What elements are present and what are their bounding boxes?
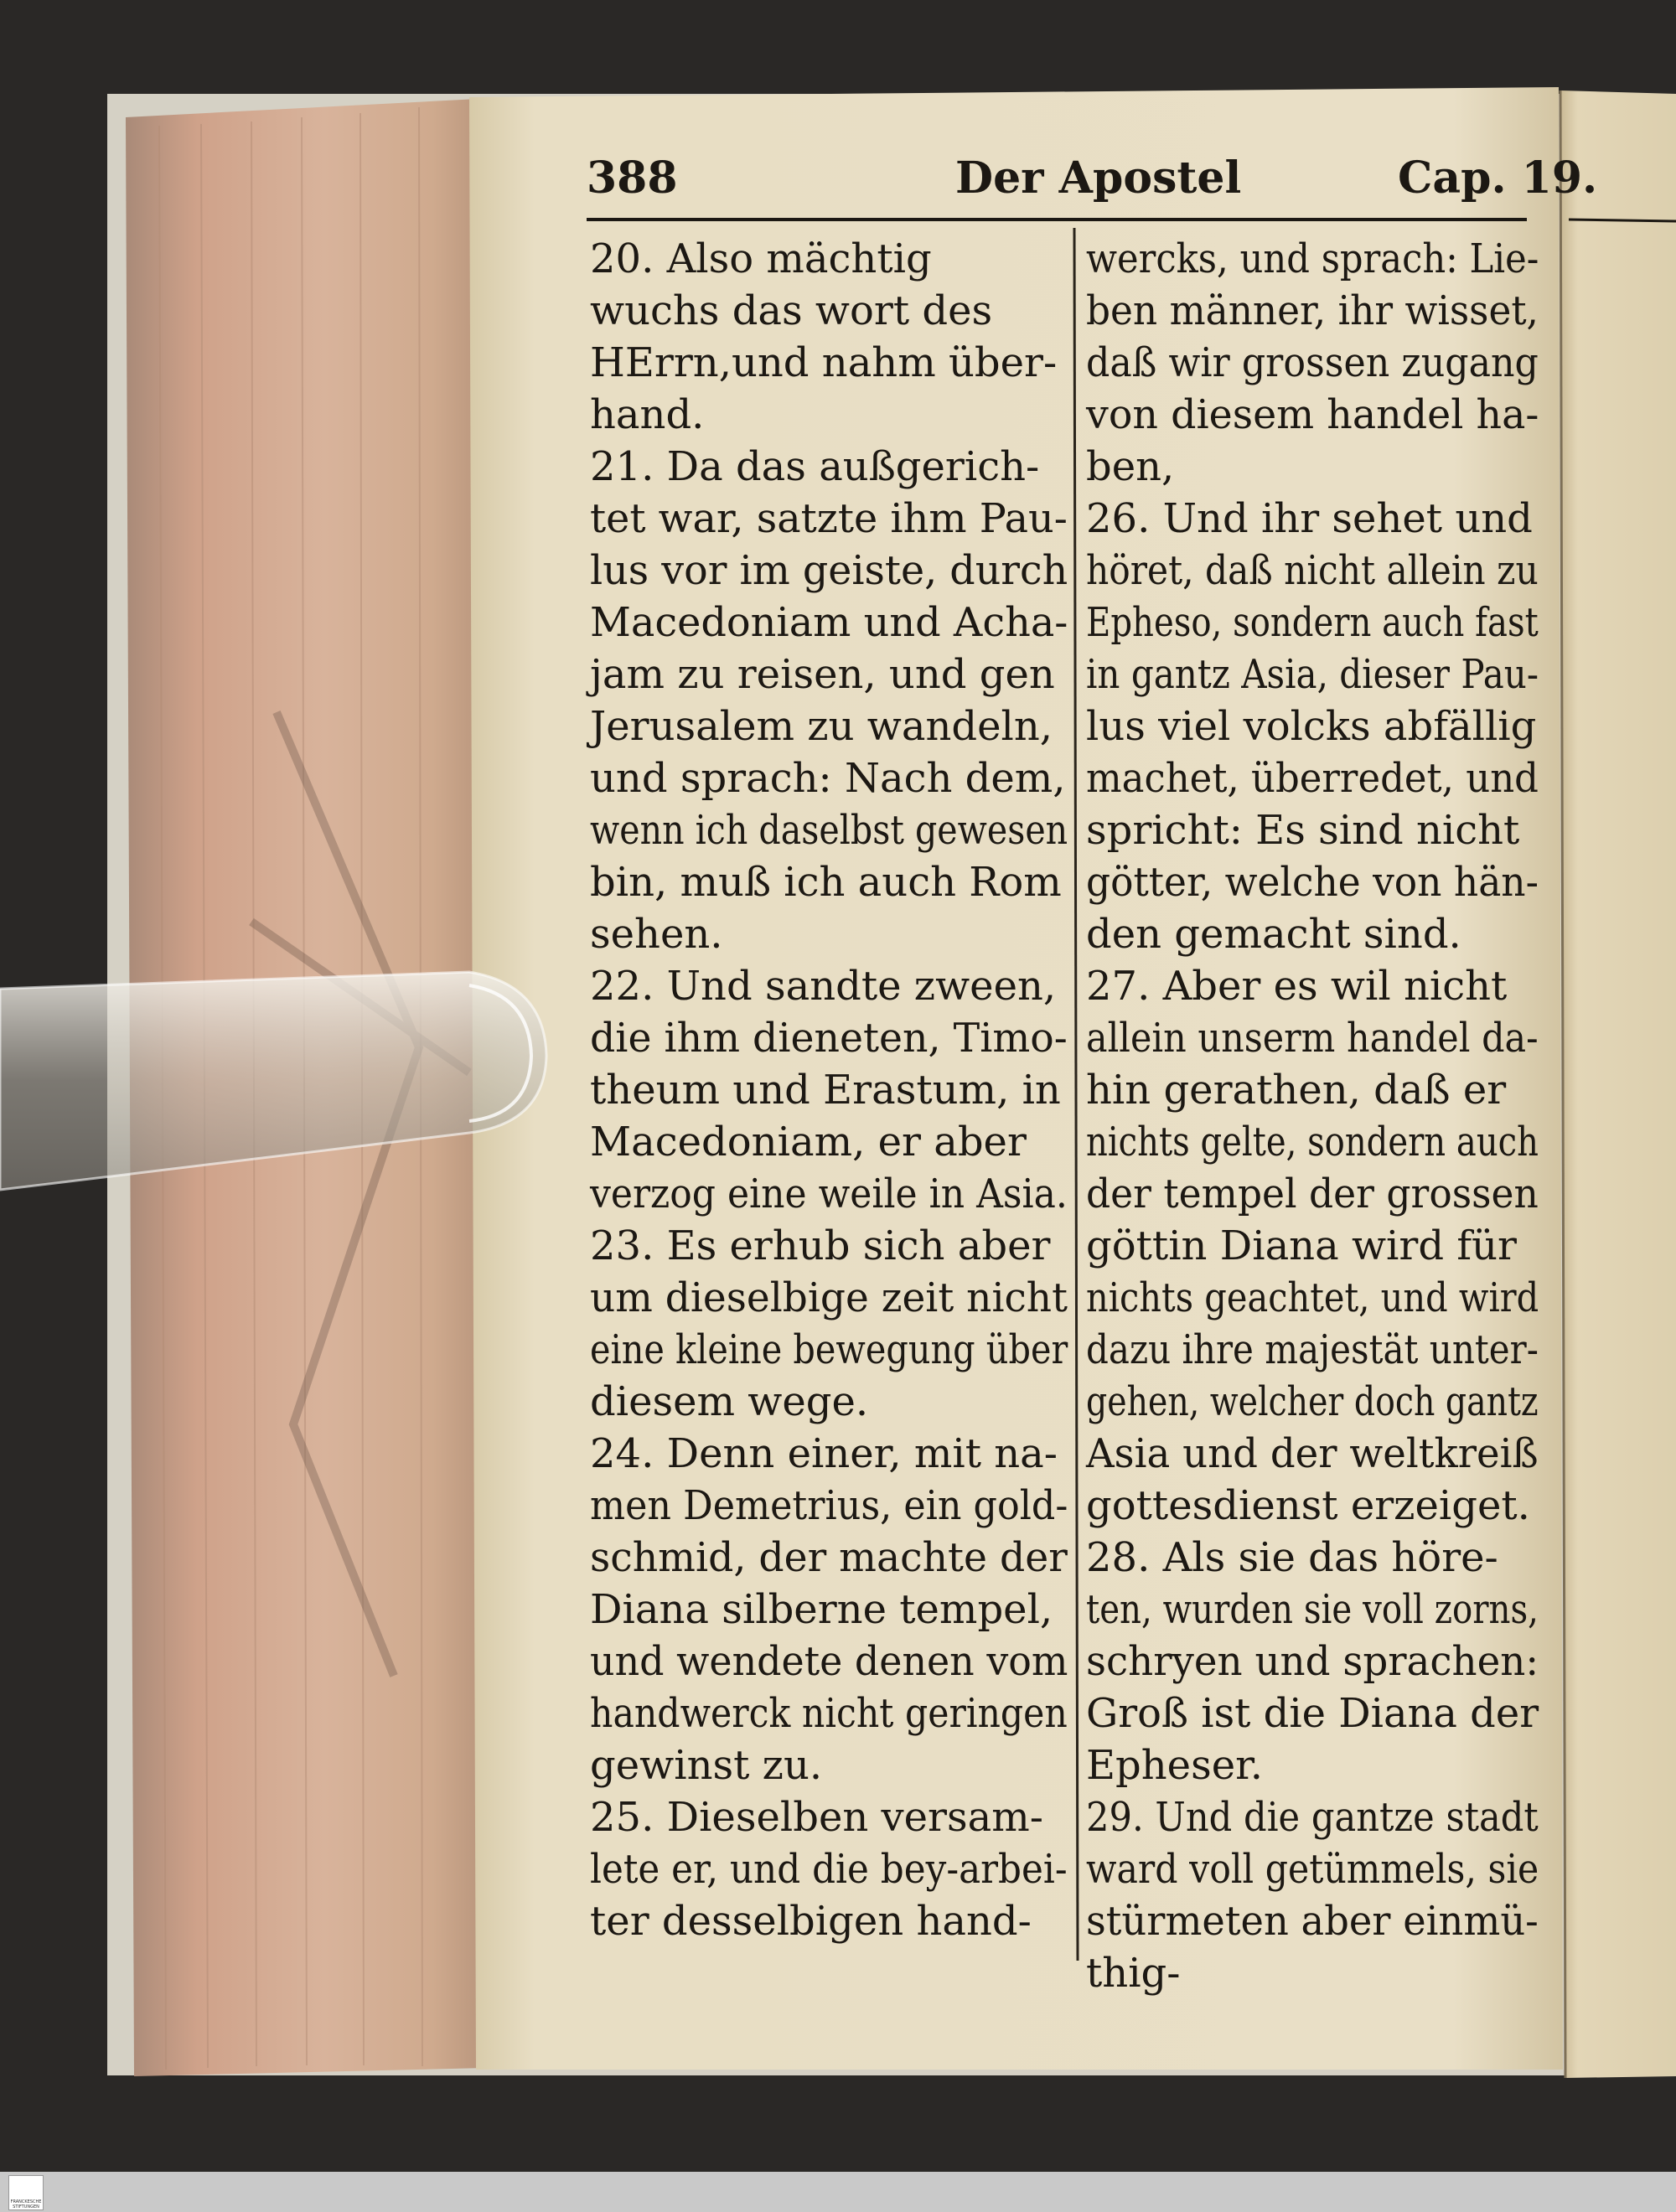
text-line: schmid, der machte der — [590, 1534, 1068, 1581]
text-line: lus viel volcks abfällig — [1086, 703, 1537, 750]
text-line: göttin Diana wird für — [1086, 1222, 1517, 1269]
text-line: ten, wurden sie voll zorns, — [1086, 1586, 1539, 1633]
text-line: thig- — [1086, 1950, 1181, 1997]
text-line: die ihm dieneten, Timo- — [590, 1015, 1068, 1062]
text-line: der tempel der grossen — [1086, 1171, 1539, 1217]
text-line: gottesdienst erzeiget. — [1086, 1482, 1530, 1529]
text-line: wercks, und sprach: Lie- — [1086, 235, 1539, 282]
text-line: Asia und der weltkreiß — [1086, 1430, 1539, 1477]
text-line: ben, — [1086, 443, 1175, 490]
text-line: sehen. — [590, 911, 723, 958]
text-line: ben männer, ihr wisset, — [1086, 287, 1539, 334]
text-line: 22. Und sandte zween, — [590, 963, 1057, 1010]
text-line: 21. Da das außgerich- — [590, 443, 1040, 490]
text-line: um dieselbige zeit nicht — [590, 1274, 1068, 1321]
text-line: dazu ihre majestät unter- — [1086, 1326, 1539, 1373]
text-line: 25. Dieselben versam- — [590, 1794, 1043, 1841]
text-line: 26. Und ihr sehet und — [1086, 495, 1533, 542]
running-title: Der Apostel — [955, 152, 1242, 204]
text-line: Epheso, sondern auch fast — [1086, 599, 1539, 646]
text-line: spricht: Es sind nicht — [1086, 807, 1520, 854]
text-line: hand. — [590, 391, 705, 438]
text-line: 29. Und die gantze stadt — [1086, 1794, 1539, 1841]
text-line: und sprach: Nach dem, — [590, 755, 1066, 802]
text-line: ter desselbigen hand- — [590, 1898, 1032, 1945]
text-line: nichts gelte, sondern auch — [1086, 1119, 1539, 1165]
text-line: theum und Erastum, in — [590, 1067, 1061, 1114]
viewer-bottom-bar — [0, 2172, 1676, 2212]
library-logo-icon: FRANCKESCHE STIFTUNGEN — [8, 2175, 44, 2210]
text-line: götter, welche von hän- — [1086, 859, 1539, 906]
text-line: von diesem handel ha- — [1086, 391, 1539, 438]
text-line: hin gerathen, daß er — [1086, 1067, 1507, 1114]
text-line: Jerusalem zu wandeln, — [590, 703, 1053, 750]
text-line: ward voll getümmels, sie — [1086, 1846, 1539, 1893]
text-line: und wendete denen vom — [590, 1638, 1068, 1685]
text-line: Diana silberne tempel, — [590, 1586, 1053, 1633]
chapter-label: Cap. 19. — [1398, 152, 1598, 204]
text-line: schryen und sprachen: — [1086, 1638, 1539, 1685]
text-line: in gantz Asia, dieser Pau- — [1086, 651, 1539, 698]
text-line: 20. Also mächtig — [590, 235, 932, 282]
text-line: 23. Es erhub sich aber — [590, 1222, 1051, 1269]
text-line: den gemacht sind. — [1086, 911, 1461, 958]
page-number: 388 — [587, 152, 678, 204]
text-line: wenn ich daselbst gewesen — [590, 807, 1068, 854]
text-line: lete er, und die bey-arbei- — [590, 1846, 1068, 1893]
text-line: Macedoniam und Acha- — [590, 599, 1068, 646]
text-line: verzog eine weile in Asia. — [590, 1171, 1068, 1217]
text-line: HErrn,und nahm über- — [590, 339, 1058, 386]
text-line: bin, muß ich auch Rom — [590, 859, 1062, 906]
text-line: daß wir grossen zugang — [1086, 339, 1539, 386]
text-line: diesem wege. — [590, 1378, 869, 1425]
text-line: jam zu reisen, und gen — [590, 651, 1055, 698]
text-line: 24. Denn einer, mit na- — [590, 1430, 1058, 1477]
text-line: höret, daß nicht allein zu — [1086, 547, 1539, 594]
text-line: Macedoniam, er aber — [590, 1119, 1027, 1165]
text-line: stürmeten aber einmü- — [1086, 1898, 1539, 1945]
text-line: nichts geachtet, und wird — [1086, 1274, 1539, 1321]
text-line: 27. Aber es wil nicht — [1086, 963, 1508, 1010]
text-line: handwerck nicht geringen — [590, 1690, 1068, 1737]
text-line: allein unserm handel da- — [1086, 1015, 1539, 1062]
text-line: tet war, satzte ihm Pau- — [590, 495, 1068, 542]
right-page — [1560, 90, 1676, 2078]
text-line: machet, überredet, und — [1086, 755, 1539, 802]
text-line: lus vor im geiste, durch — [590, 547, 1068, 594]
text-line: Groß ist die Diana der — [1086, 1690, 1539, 1737]
text-line: wuchs das wort des — [590, 287, 993, 334]
text-line: 28. Als sie das höre- — [1086, 1534, 1498, 1581]
right-header-rule — [1569, 220, 1676, 221]
text-line: Epheser. — [1086, 1742, 1264, 1789]
text-line: gewinst zu. — [590, 1742, 823, 1789]
text-line: men Demetrius, ein gold- — [590, 1482, 1068, 1529]
text-line: gehen, welcher doch gantz — [1086, 1378, 1539, 1425]
text-line: eine kleine bewegung über — [590, 1326, 1068, 1373]
